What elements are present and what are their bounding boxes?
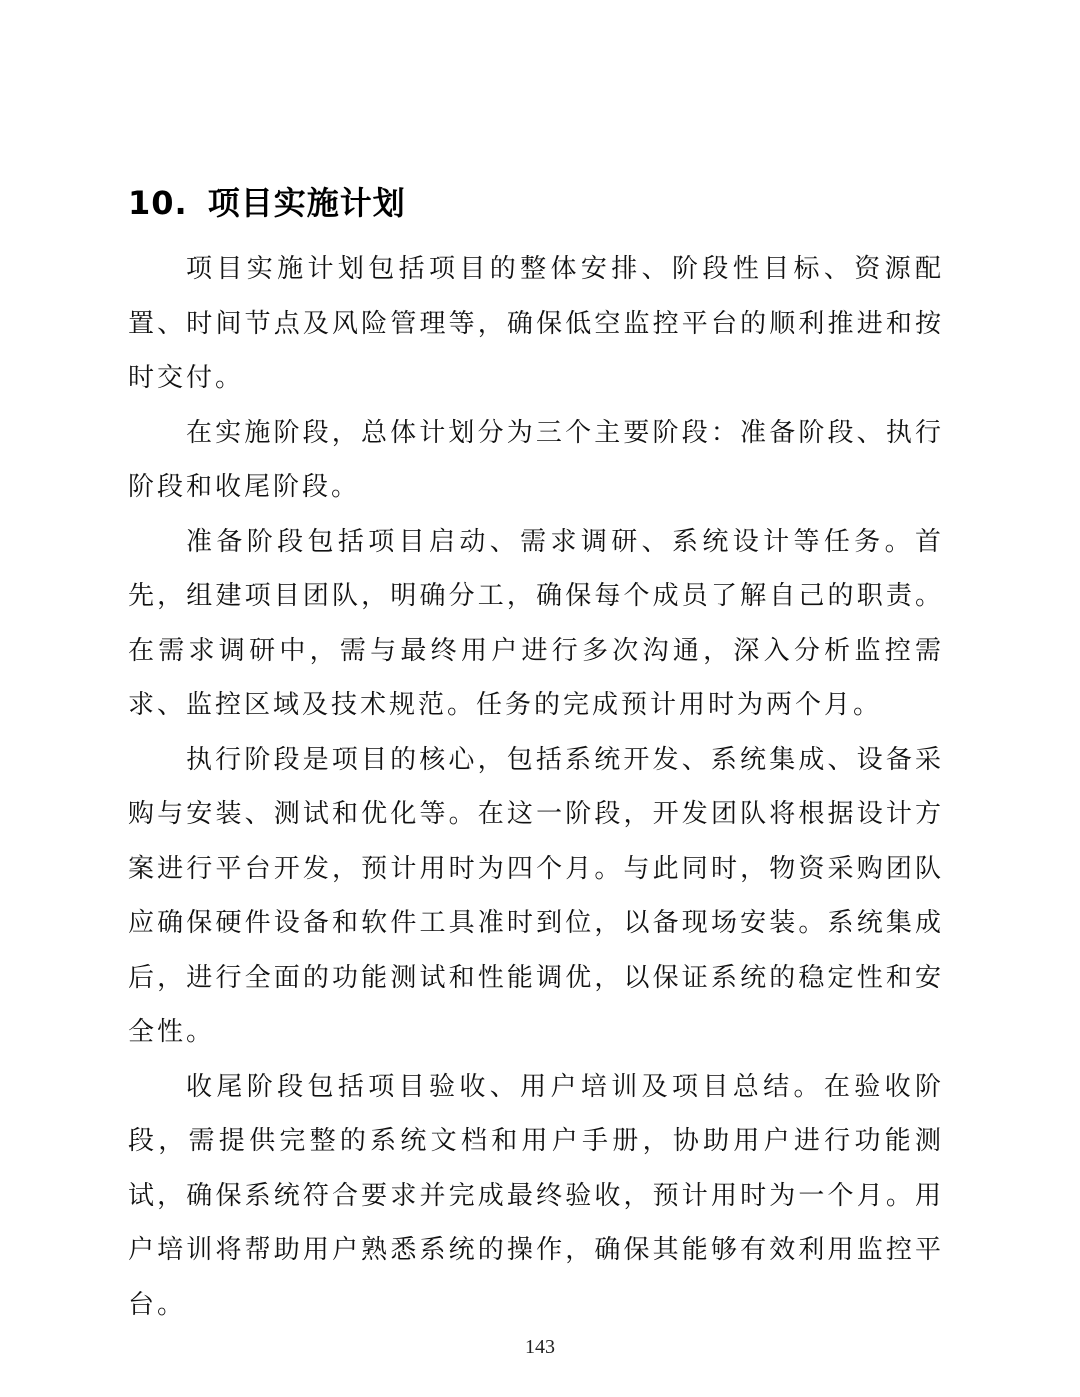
paragraph-closing-phase: 收尾阶段包括项目验收、用户培训及项目总结。在验收阶段，需提供完整的系统文档和用户手册，协助用户进行功能测试，确保系统符合要求并完成最终验收，预计用时为一个月。用户培训将帮助用户熟悉系统的操作，确保其能够有效利用监控平台。 [128, 1071, 944, 1320]
paragraph-preparation-phase: 准备阶段包括项目启动、需求调研、系统设计等任务。首先，组建项目团队，明确分工，确保每个成员了解自己的职责。在需求调研中，需与最终用户进行多次沟通，深入分析监控需求、监控区域及技术规范。任务的完成预计用时为两个月。 [128, 526, 944, 720]
section-title: 项目实施计划 [207, 184, 406, 223]
paragraph-intro: 项目实施计划包括项目的整体安排、阶段性目标、资源配置、时间节点及风险管理等，确保低空监控平台的顺利推进和按时交付。 [128, 254, 944, 393]
page-number: 143 [525, 1336, 555, 1358]
section-heading [128, 181, 406, 225]
paragraph-execution-phase: 执行阶段是项目的核心，包括系统开发、系统集成、设备采购与安装、测试和优化等。在这一阶段，开发团队将根据设计方案进行平台开发，预计用时为四个月。与此同时，物资采购团队应确保硬件设备和软件工具准时到位，以备现场安装。系统集成后，进行全面的功能测试和性能调优，以保证系统的稳定性和安全性。 [128, 744, 944, 1047]
paragraph-phases-overview: 在实施阶段，总体计划分为三个主要阶段：准备阶段、执行阶段和收尾阶段。 [128, 417, 944, 502]
section-number: 10. [128, 184, 188, 223]
body-text [128, 242, 944, 1332]
